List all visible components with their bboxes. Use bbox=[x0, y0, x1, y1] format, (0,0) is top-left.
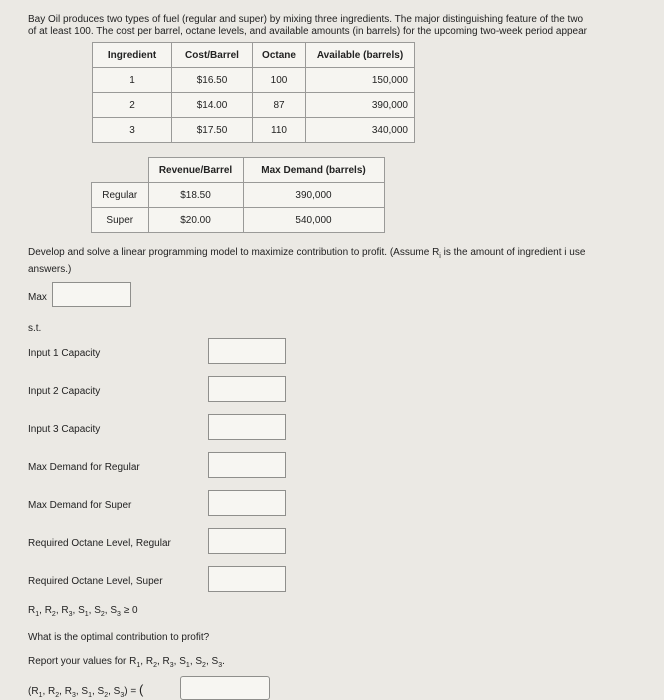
constraint-input-1[interactable] bbox=[208, 338, 286, 364]
table-row: 2 $14.00 87 390,000 bbox=[93, 93, 415, 118]
constraint-label-2: Input 2 Capacity bbox=[28, 386, 101, 397]
constraint-input-5[interactable] bbox=[208, 490, 286, 516]
col-revenue: Revenue/Barrel bbox=[148, 158, 243, 183]
question-profit: What is the optimal contribution to profit? bbox=[28, 632, 210, 643]
constraint-input-2[interactable] bbox=[208, 376, 286, 402]
col-octane: Octane bbox=[253, 43, 306, 68]
constraint-input-7[interactable] bbox=[208, 566, 286, 592]
intro-line-2: of at least 100. The cost per barrel, octane levels, and available amounts (in barrels) for the upcoming two-week period appear bbox=[28, 26, 588, 37]
constraint-label-5: Max Demand for Super bbox=[28, 500, 132, 511]
col-available: Available (barrels) bbox=[306, 43, 415, 68]
col-max-demand: Max Demand (barrels) bbox=[243, 158, 384, 183]
constraint-label-3: Input 3 Capacity bbox=[28, 424, 101, 435]
table-row: Super $20.00 540,000 bbox=[92, 208, 385, 233]
table-row: 3 $17.50 110 340,000 bbox=[93, 118, 415, 143]
ingredients-table bbox=[92, 42, 415, 143]
st-label: s.t. bbox=[28, 323, 42, 334]
col-ingredient: Ingredient bbox=[93, 43, 172, 68]
problem-intro bbox=[28, 14, 664, 38]
prompt-text: Develop and solve a linear programming model to maximize contribution to profit. (Assume $R_i$ is the amount of ingredient i use answers.) bbox=[28, 247, 586, 275]
objective-input[interactable] bbox=[52, 282, 131, 307]
constraint-label-1: Input 1 Capacity bbox=[28, 348, 101, 359]
constraint-label-7: Required Octane Level, Super bbox=[28, 576, 163, 587]
question-values: Report your values for $R_1$, $R_2$, $R_3$, $S_1$, $S_2$, $S_3$. bbox=[28, 656, 225, 669]
constraint-input-3[interactable] bbox=[208, 414, 286, 440]
table-row: 1 $16.50 100 150,000 bbox=[93, 68, 415, 93]
values-tuple-label: ($R_1$, $R_2$, $R_3$, $S_1$, $S_2$, $S_3$) = ( bbox=[28, 682, 144, 699]
constraint-input-4[interactable] bbox=[208, 452, 286, 478]
nonnegativity-constraint: $R_1$, $R_2$, $R_3$, $S_1$, $S_2$, $S_3 \ge 0$ bbox=[28, 605, 138, 618]
constraint-label-6: Required Octane Level, Regular bbox=[28, 538, 171, 549]
constraint-input-6[interactable] bbox=[208, 528, 286, 554]
revenue-table bbox=[91, 157, 385, 233]
intro-line-1: Bay Oil produces two types of fuel (regular and super) by mixing three ingredients. The major distinguishing feature of the two bbox=[28, 14, 584, 25]
table-row: Regular $18.50 390,000 bbox=[92, 183, 385, 208]
max-label: Max bbox=[28, 292, 47, 303]
values-tuple-input[interactable] bbox=[180, 676, 270, 700]
constraint-label-4: Max Demand for Regular bbox=[28, 462, 140, 473]
col-cost: Cost/Barrel bbox=[172, 43, 253, 68]
